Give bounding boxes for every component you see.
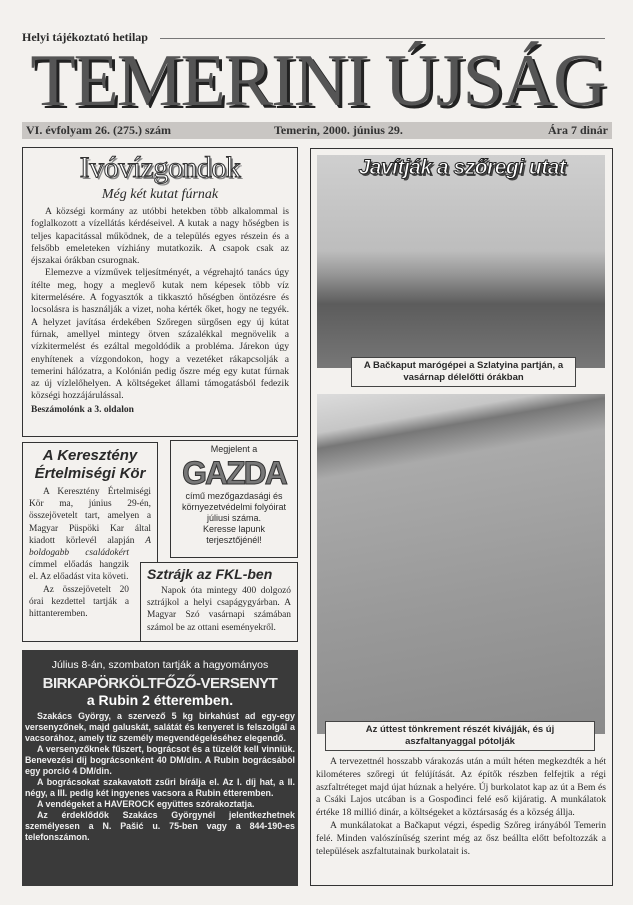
- photo-caption: Az úttest tönkrement részét kivájják, és új aszfaltanyaggal pótolják: [325, 721, 595, 751]
- article-title: A Keresztény Értelmiségi Kör: [34, 447, 146, 482]
- text: A Keresztény Értelmiségi Kör ma, június 29-én, összejövetelt tart, amelyen a Magyar Püspöki Kar által kiadott körlevél alapján: [29, 487, 151, 546]
- tagline: Helyi tájékoztató hetilap: [22, 30, 148, 44]
- article-road: [310, 148, 613, 886]
- article-title: Ivóvízgondok: [79, 151, 241, 184]
- paragraph: Napok óta mintegy 400 dolgozó sztrájkol a helyi csapágygyárban. A Magyar Szó vasárnapi számában számol be az ottani eseményekről.: [147, 586, 291, 633]
- ad-text: Megjelent a: [210, 444, 258, 454]
- paragraph: Elemezve a vízművek teljesítményét, a végrehajtó tanács úgy ítélte meg, hogy a meglevő kutak nem képesek több víz kitermelésére. A fogyasztók a tikkasztó hőségben öntözésre és locsolásra is használják a vizet, noha kérték őket, hogy ne tegyék. A helyzet javítása érdekében Szőregen sürgősen egy új kútat fúrnak, amellyel mintegy ötven százalékkal megnövelik a vízkitermelést és ezáltal megoldódik a probléma. Járekon úgy enyhítenek a vízgondokon, hogy a vezetéket rákapcsolják a temerini hálózatra, a Kolónián pedig őszre még egy kutat fúrnak az új vízlelőhelyen. A költségeket állami támogatásból fedezik községi hozzájárulással.: [31, 267, 289, 402]
- ad-venue: a Rubin 2 étteremben.: [86, 692, 234, 708]
- ad-text: Keresse lapunk terjesztőjénél!: [202, 524, 266, 545]
- article-strike: [140, 562, 298, 642]
- article-body: [31, 206, 289, 403]
- article-title: Javítják a szőregi utat: [358, 156, 566, 179]
- article-body: [316, 756, 606, 858]
- paragraph: Az összejövetelt 20 órai kezdettel tartják a hittanteremben.: [29, 584, 129, 620]
- text: címmel előadás hangzik el. Az előadást vita követi.: [29, 560, 129, 583]
- issue-bar: [22, 122, 612, 139]
- gazda-ad: [170, 440, 298, 558]
- continued-link[interactable]: Beszámolónk a 3. oldalon: [31, 404, 134, 415]
- article-body: [29, 486, 151, 620]
- paragraph: A versenyzőknek fűszert, bográcsot és a tüzelőt kell vinniük. Benevezési díj bográcsonként 40 DM/din. A Rubin bográcsából egy porció 4 DM/din.: [25, 744, 295, 776]
- ad-headline: BIRKAPÖRKÖLTFŐZŐ-VERSENYT: [42, 675, 278, 692]
- paragraph: Szakács György, a szervező 5 kg birkahúst ad egy-egy versenyzőnek, majd galuskát, salátát és kenyeret is felszolgál a vacsorához, amely tíz személy megvendégeléséhez elegendő.: [25, 711, 295, 743]
- photo-caption: A Bačkaput marógépei a Szlatyina partján, a vasárnap délelőtti órákban: [351, 357, 576, 387]
- paragraph: A munkálatokat a Bačkaput végzi, éspedig Szőreg irányából Temerin felé. Minden valószínűség szerint még az ősz beállta előtt befoltozzák a települések aszfaltutainak burkolatait is.: [316, 819, 606, 857]
- contest-ad: [22, 650, 298, 886]
- paragraph: A tervezettnél hosszabb várakozás után a múlt héten megkezdték a hét kilométeres szőregi út felújítását. Az építők részben felfejtik a régi aszfaltréteget majd újat húznak a helyére. Új burkolatot kap az út a Bem és a Csáki Lajos utcában is a Gospođinci felé eső kijáratig. A munkálatok értéke 18 millió dinár, a költségeket a köztársaság és a község állja.: [316, 756, 606, 819]
- newspaper-title: TEMERINI ÚJSÁG: [30, 40, 605, 122]
- article-water: [22, 147, 298, 437]
- ad-intro: Július 8-án, szombaton tartják a hagyományos: [51, 659, 269, 671]
- gazda-logo: GAZDA: [182, 455, 286, 491]
- photo-milling-machine: [317, 155, 605, 368]
- price: Ára 7 dinár: [548, 123, 608, 137]
- paragraph: A vendégeket a HAVEROCK együttes szórakoztatja.: [37, 799, 255, 809]
- article-subtitle: Még két kutat fúrnak: [101, 187, 219, 202]
- photo-road: [317, 394, 605, 734]
- article-circle: [22, 442, 158, 642]
- ad-text: című mezőgazdasági és környezetvédelmi folyóirat júliusi száma.: [181, 491, 287, 523]
- divider: [160, 38, 605, 39]
- lecture-title: A boldogabb családokért: [29, 535, 151, 559]
- paragraph: A bográcsokat szakavatott zsűri bírálja el. Az I. díj hat, a II. négy, a III. pedig két ingyenes vacsora a Rubin étteremben.: [25, 777, 295, 798]
- paragraph: Az érdeklődők Szakács Györgynél jelentkezhetnek személyesen a N. Pašić u. 75-ben vagy a 844-190-es telefonszámon.: [25, 810, 295, 842]
- paragraph: A községi kormány az utóbbi hetekben több alkalommal is foglalkozott a vízellátás kérdéseivel. A kutak a nagy hőségben is teljes kapacitással működnek, de a település egyes részein és a felsőbb emeleteken vízhiány mutatkozik. A csapok csak az éjszakai órákban csurognak.: [31, 206, 289, 267]
- article-title: Sztrájk az FKL-ben: [147, 566, 273, 582]
- issue-number: VI. évfolyam 26. (275.) szám: [26, 123, 171, 137]
- issue-date: Temerin, 2000. június 29.: [274, 123, 403, 137]
